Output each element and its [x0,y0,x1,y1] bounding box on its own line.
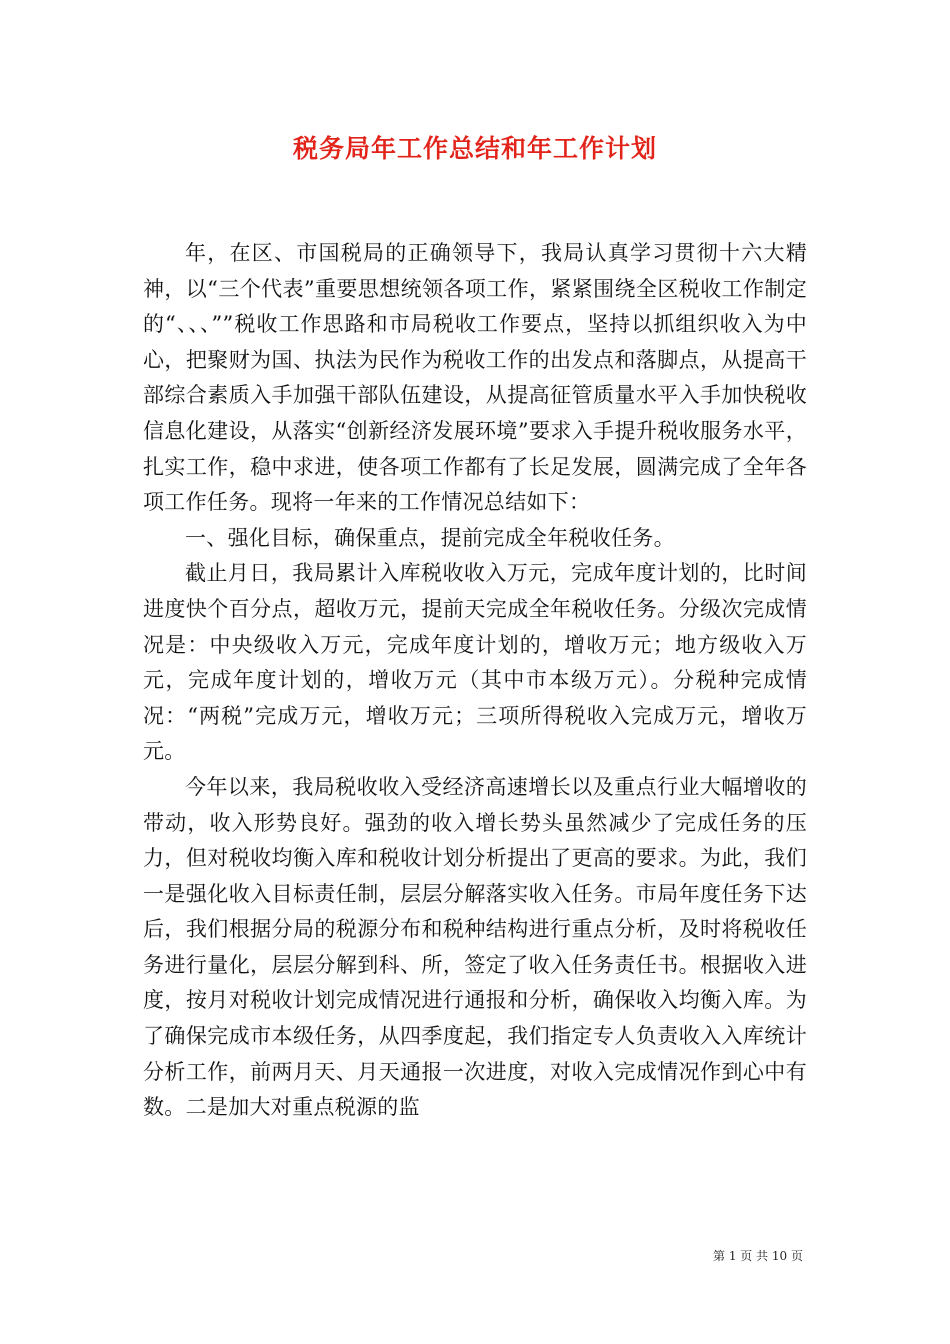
page-number: 第 1 页 共 10 页 [713,1249,803,1263]
document-body [143,236,807,1126]
paragraph-revenue-analysis: 今年以来，我局税收收入受经济高速增长以及重点行业大幅增收的带动，收入形势良好。强劲的收入增长势头虽然减少了完成任务的压力，但对税收均衡入库和税收计划分析提出了更高的要求。为此，我们一是强化收入目标责任制，层层分解落实收入任务。市局年度任务下达后，我们根据分局的税源分布和税种结构进行重点分析，及时将税收任务进行量化，层层分解到科、所，签定了收入任务责任书。根据收入进度，按月对税收计划完成情况进行通报和分析，确保收入均衡入库。为了确保完成市本级任务，从四季度起，我们指定专人负责收入入库统计分析工作，前两月天、月天通报一次进度，对收入完成情况作到心中有数。二是加大对重点税源的监 [143,774,807,1120]
paragraph-revenue-stats: 截止月日，我局累计入库税收收入万元，完成年度计划的，比时间进度快个百分点，超收万元，提前天完成全年税收任务。分级次完成情况是：中央级收入万元，完成年度计划的，增收万元；地方级收入万元，完成年度计划的，增收万元（其中市本级万元）。分税种完成情况：“两税”完成万元，增收万元；三项所得税收入完成万元，增收万元。 [143,561,807,764]
paragraph-intro: 年，在区、市国税局的正确领导下，我局认真学习贯彻十六大精神，以“三个代表”重要思想统领各项工作，紧紧围绕全区税收工作制定的“、、、””税收工作思路和市局税收工作要点，坚持以抓组织收入为中心，把聚财为国、执法为民作为税收工作的出发点和落脚点，从提高干部综合素质入手加强干部队伍建设，从提高征管质量水平入手加快税收信息化建设，从落实“创新经济发展环境”要求入手提升税收服务水平，扎实工作，稳中求进，使各项工作都有了长足发展，圆满完成了全年各项工作任务。现将一年来的工作情况总结如下： [143,241,807,515]
document-title: 税务局年工作总结和年工作计划 [292,134,657,163]
section-heading-1: 一、强化目标，确保重点，提前完成全年税收任务。 [185,525,675,550]
